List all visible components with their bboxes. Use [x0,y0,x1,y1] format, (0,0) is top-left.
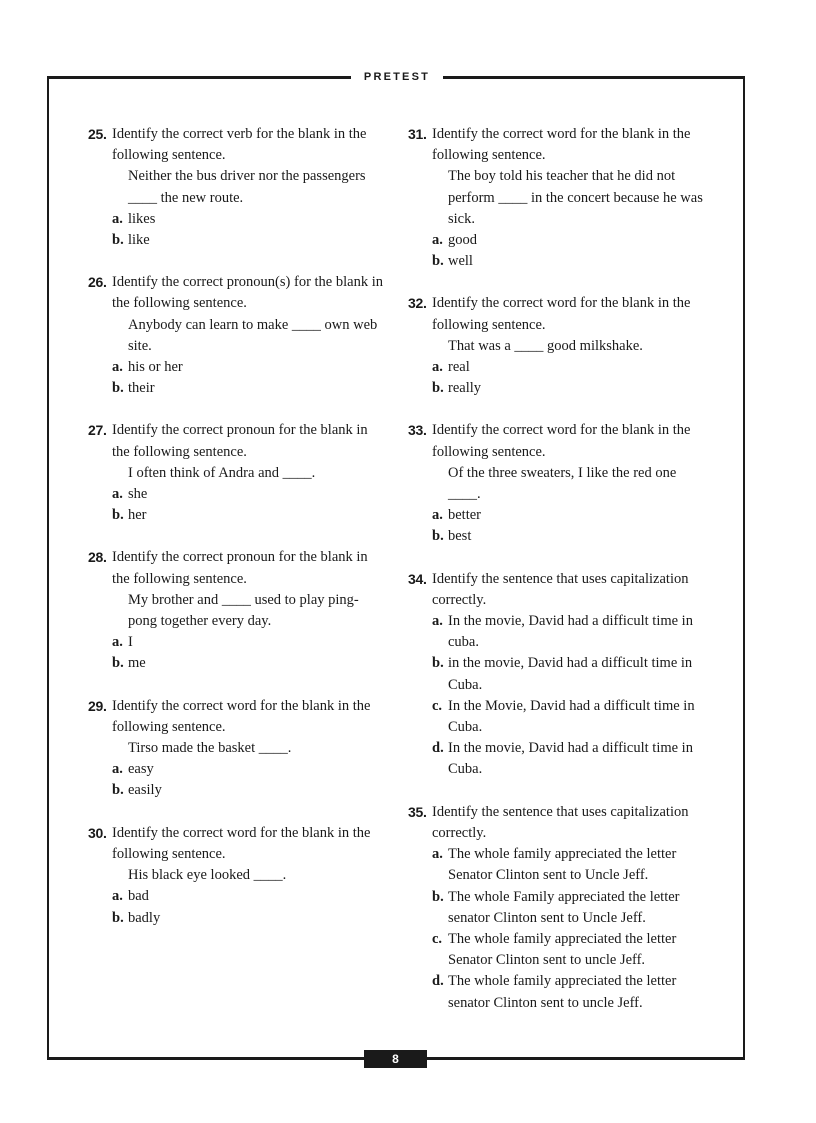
answer-option-a[interactable] [112,357,383,378]
answer-option-b[interactable] [112,378,383,399]
answer-option-b[interactable] [432,653,703,695]
option-letter: a. [112,210,123,227]
question-prompt: Identify the correct word for the blank in the following sentence. [112,824,371,862]
question-prompt: Identify the sentence that uses capitalization correctly. [432,570,689,608]
option-text: likes [128,210,156,227]
question-prompt: Identify the correct pronoun(s) for the blank in the following sentence. [112,274,383,312]
option-letter: c. [432,930,443,947]
option-letter: c. [432,697,443,714]
option-text: easily [128,782,162,799]
right-column [408,124,703,1035]
question-number: 28. [88,549,107,566]
question-prompt: Identify the correct word for the blank in the following sentence. [432,295,691,333]
answer-options [112,484,383,526]
answer-options [112,209,383,251]
question-prompt: Identify the correct word for the blank in the following sentence. [432,126,691,164]
option-text: her [128,507,147,524]
answer-options [112,632,383,674]
question-30 [88,823,383,929]
option-letter: a. [432,507,443,524]
answer-option-a[interactable] [432,505,703,526]
answer-option-a[interactable] [112,759,383,780]
option-text: good [448,232,477,249]
question-number: 31. [408,126,427,142]
option-text: The whole family appreciated the letter senator Clinton sent to uncle Jeff. [448,973,677,1011]
answer-option-a[interactable] [112,886,383,907]
option-letter: a. [112,486,123,503]
option-letter: a. [112,634,123,651]
answer-option-d[interactable] [432,971,703,1013]
question-33 [408,420,703,547]
question-sentence: Anybody can learn to make ____ own web site. [128,316,378,354]
question-sentence: My brother and ____ used to play ping-pong together every day. [128,591,359,630]
question-27 [88,420,383,526]
answer-option-b[interactable] [432,887,703,929]
question-number: 35. [408,803,427,820]
answer-option-a[interactable] [432,844,703,886]
option-text: The whole family appreciated the letter Senator Clinton sent to Uncle Jeff. [448,846,677,884]
option-letter: a. [432,232,443,249]
option-text: she [128,486,148,503]
option-letter: a. [112,761,123,778]
answer-option-b[interactable] [112,908,383,929]
question-sentence: That was a ____ good milkshake. [448,337,643,354]
option-letter: b. [432,655,444,672]
answer-option-c[interactable] [432,696,703,738]
option-text: In the movie, David had a difficult time in cuba. [448,613,693,651]
question-number: 32. [408,295,427,312]
answer-option-d[interactable] [432,738,703,780]
option-text: In the movie, David had a difficult time in Cuba. [448,740,693,778]
question-29 [88,696,383,802]
question-number: 30. [88,824,107,841]
question-number: 27. [88,422,107,439]
option-letter: b. [432,380,444,397]
answer-option-a[interactable] [432,230,703,251]
answer-option-b[interactable] [432,378,703,399]
answer-options [112,759,383,801]
option-letter: a. [112,888,123,905]
answer-option-a[interactable] [432,611,703,653]
option-letter: a. [432,846,443,863]
option-letter: b. [112,655,124,672]
option-text: The whole family appreciated the letter Senator Clinton sent to uncle Jeff. [448,930,677,969]
option-text: badly [128,909,161,926]
answer-option-b[interactable] [112,230,383,251]
answer-options [432,844,703,1014]
page-number: 8 [364,1050,427,1068]
option-letter: b. [112,782,124,799]
option-letter: a. [432,359,443,376]
answer-option-b[interactable] [112,653,383,674]
option-text: really [448,380,482,397]
question-prompt: Identify the correct pronoun for the blank in the following sentence. [112,549,368,587]
option-letter: a. [112,359,123,376]
option-text: bad [128,888,149,905]
question-26 [88,272,383,399]
question-number: 33. [408,422,427,439]
page-header-title: PRETEST [351,70,443,84]
question-prompt: Identify the correct word for the blank in the following sentence. [112,697,371,735]
option-text: his or her [128,359,183,376]
answer-option-c[interactable] [432,929,703,971]
answer-option-a[interactable] [112,484,383,505]
option-text: well [448,253,473,270]
option-letter: b. [432,253,444,270]
question-32 [408,293,703,399]
question-sentence: The boy told his teacher that he did not perform ____ in the concert because he was sick. [448,168,703,227]
question-34 [408,569,703,781]
left-column [88,124,383,950]
footer-rule-left [47,1057,366,1060]
option-letter: b. [432,528,444,545]
answer-options [432,505,703,547]
option-letter: b. [112,909,124,926]
question-prompt: Identify the correct word for the blank in the following sentence. [432,422,691,460]
footer-rule-right [425,1057,745,1060]
question-sentence: I often think of Andra and ____. [128,464,316,481]
question-sentence: Tirso made the basket ____. [128,740,292,757]
question-31 [408,124,703,272]
answer-option-a[interactable] [432,357,703,378]
question-number: 29. [88,697,107,714]
question-number: 26. [88,274,107,291]
question-prompt: Identify the correct verb for the blank in the following sentence. [112,126,367,164]
option-letter: b. [112,232,124,249]
answer-options [432,611,703,781]
option-text: me [128,655,146,672]
answer-option-b[interactable] [432,251,703,272]
option-letter: b. [432,888,444,905]
answer-option-a[interactable] [112,209,383,230]
question-25 [88,124,383,251]
question-number: 25. [88,126,107,142]
header-rule-right [441,76,745,79]
option-text: like [128,232,150,249]
answer-options [432,357,703,399]
option-text: their [128,380,155,397]
option-text: I [128,634,133,651]
question-number: 34. [408,570,427,587]
question-28 [88,547,383,674]
option-letter: a. [432,613,443,630]
answer-option-b[interactable] [112,780,383,801]
header-rule-left [47,76,353,79]
question-sentence: Of the three sweaters, I like the red one ____. [448,464,677,503]
answer-option-b[interactable] [432,526,703,547]
option-letter: d. [432,740,444,757]
answer-options [432,230,703,272]
option-text: better [448,507,482,524]
option-text: easy [128,761,154,778]
option-text: in the movie, David had a difficult time in Cuba. [448,655,693,693]
question-prompt: Identify the correct pronoun for the blank in the following sentence. [112,422,368,460]
option-letter: b. [112,507,124,524]
option-text: real [448,359,470,376]
answer-options [112,886,383,928]
option-letter: d. [432,973,444,990]
question-35 [408,802,703,1014]
question-prompt: Identify the sentence that uses capitalization correctly. [432,803,689,841]
option-letter: b. [112,380,124,397]
answer-option-b[interactable] [112,505,383,526]
answer-option-a[interactable] [112,632,383,653]
question-sentence: His black eye looked ____. [128,867,287,884]
answer-options [112,357,383,399]
question-sentence: Neither the bus driver nor the passengers ____ the new route. [128,168,366,206]
option-text: The whole Family appreciated the letter senator Clinton sent to Uncle Jeff. [448,888,680,926]
option-text: best [448,528,472,545]
option-text: In the Movie, David had a difficult time in Cuba. [448,697,695,736]
